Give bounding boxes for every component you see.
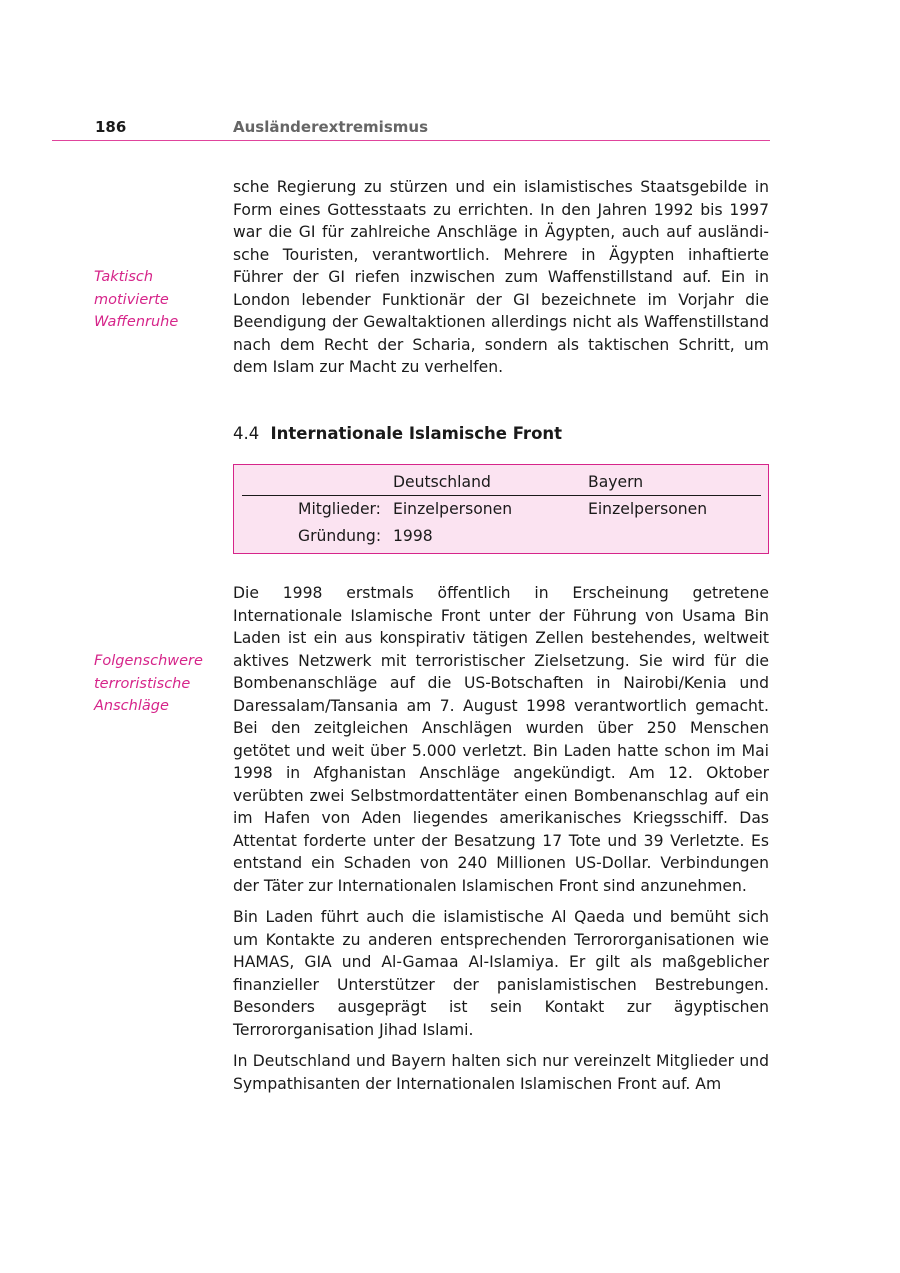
header-rule: [52, 140, 770, 141]
info-box: [233, 464, 769, 554]
cell-gruendung-deutschland: 1998: [393, 527, 433, 545]
col-header-deutschland: Deutschland: [393, 473, 491, 491]
box-rule: [242, 495, 761, 496]
paragraph: sche Regierung zu stürzen und ein islamistisches Staatsgebilde in Form eines Gottesstaats zu errichten. In den Jahren 1992 bis 1997 war die GI für zahlreiche Anschläge in Ägypten, auch auf ausländische Touristen, verantwortlich. Mehrere in Ägypten inhaftierte Führer der GI riefen inzwischen zum Waffenstillstand auf. Ein in London lebender Funktionär der GI bezeichnete im Vorjahr die Beendigung der Gewaltaktionen allerdings nicht als Waffenstillstand nach dem Recht der Scharia, sondern als taktischen Schritt, um dem Islam zur Macht zu verhelfen.: [233, 178, 769, 376]
running-title: Ausländerextremismus: [233, 118, 428, 136]
margin-note-waffenruhe: [94, 266, 229, 334]
body-column-main: [233, 582, 769, 1095]
cell-mitglieder-bayern: Einzelpersonen: [588, 500, 708, 518]
row-label-gruendung: Gründung:: [298, 527, 382, 545]
paragraph: In Deutschland und Bayern halten sich nur vereinzelt Mitglieder und Sympathisanten der Internationalen Islamischen Front auf. Am: [233, 1052, 769, 1093]
body-column-top: [233, 176, 769, 379]
section-heading: [233, 424, 562, 443]
paragraph: Bin Laden führt auch die islamistische Al Qaeda und bemüht sich um Kontakte zu anderen entsprechenden Terrororganisationen wie HAMAS, GIA und Al-Gamaa Al-Islamiya. Er gilt als maßgeblicher finanzieller Unterstützer der panislamistischen Bestrebungen. Besonders ausgeprägt ist sein Kontakt zur ägyptischen Terrororganisation Jihad Islami.: [233, 908, 769, 1039]
margin-note-anschlaege: [94, 650, 229, 718]
margin-note-line: Folgenschwere: [94, 653, 203, 669]
margin-note-line: Taktisch motivierte: [94, 269, 169, 308]
margin-note-line: Waffenruhe: [94, 314, 179, 330]
running-header: [95, 118, 770, 138]
section-number: 4.4: [233, 424, 260, 443]
col-header-bayern: Bayern: [588, 473, 644, 491]
page-number: 186: [95, 118, 127, 136]
margin-note-line: Anschläge: [94, 698, 169, 714]
margin-note-line: terroristische: [94, 675, 191, 692]
row-label-mitglieder: Mitglieder:: [298, 500, 381, 518]
paragraph: Die 1998 erstmals öffentlich in Erscheinung getretene Internationale Islamische Front unter der Führung von Usama Bin Laden ist ein aus konspirativ tätigen Zellen bestehendes, weltweit aktives Netzwerk mit terroristischer Zielsetzung. Sie wird für die Bombenanschläge auf die US-Botschaften in Nairobi/Kenia und Daressalam/Tansania am 7. August 1998 verantwortlich gemacht. Bei den zeitgleichen Anschlägen wurden über 250 Menschen getötet und weit über 5.000 verletzt. Bin Laden hatte schon im Mai 1998 in Afghanistan Anschläge angekündigt. Am 12. Oktober verübten zwei Selbstmordattentäter einen Bombenanschlag auf ein im Hafen von Aden liegendes amerikanisches Kriegsschiff. Das Attentat forderte unter der Besatzung 17 Tote und 39 Verletzte. Es entstand ein Schaden von 240 Millionen US-Dollar. Verbindungen der Täter zur Internationalen Islamischen Front sind anzunehmen.: [233, 584, 769, 895]
cell-mitglieder-deutschland: Einzelpersonen: [393, 500, 513, 518]
section-title: Internationale Islamische Front: [270, 424, 563, 443]
